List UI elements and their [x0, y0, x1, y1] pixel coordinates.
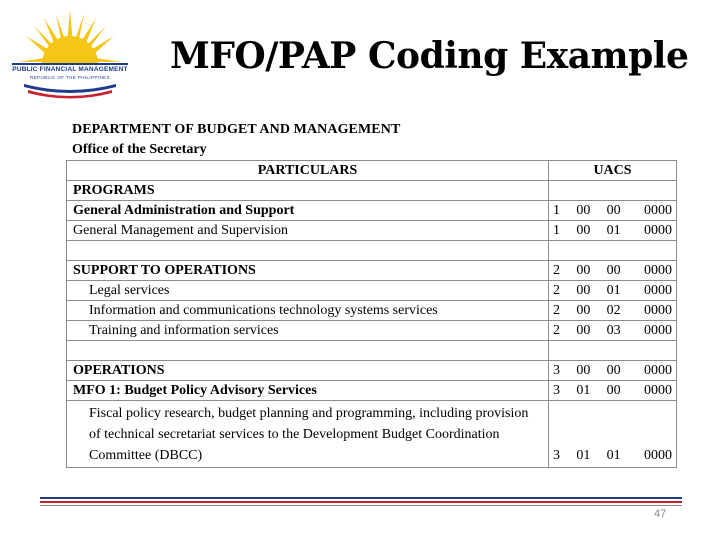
table-row: [67, 201, 677, 221]
uacs-segment: 0000: [643, 448, 672, 463]
uacs-segment: 00: [576, 303, 591, 318]
uacs-segment: 2: [553, 283, 560, 298]
uacs-segment: 00: [576, 203, 591, 218]
page-number: 47: [654, 508, 667, 520]
uacs-segment: 00: [606, 383, 621, 398]
footer-gray-rule: [40, 505, 682, 506]
uacs-segment: 01: [606, 223, 621, 238]
uacs-segment: 02: [606, 303, 621, 318]
particulars-cell: General Management and Supervision: [67, 221, 549, 241]
footer-blue-rule: [40, 497, 682, 499]
uacs-header: UACS: [549, 161, 677, 181]
uacs-cell: [549, 341, 677, 361]
uacs-cell: [549, 401, 677, 468]
uacs-segment: 00: [576, 283, 591, 298]
table-row: [67, 181, 677, 201]
uacs-segment: 0000: [643, 283, 672, 298]
table-row: [67, 241, 677, 261]
uacs-segment: 3: [553, 383, 560, 398]
uacs-segment: 2: [553, 263, 560, 278]
department-heading: DEPARTMENT OF BUDGET AND MANAGEMENT: [72, 122, 401, 137]
particulars-cell: Information and communications technology systems services: [67, 301, 549, 321]
document-excerpt: [66, 120, 676, 468]
sun-emblem-icon: [4, 4, 136, 102]
uacs-cell: [549, 321, 677, 341]
uacs-segment: 01: [606, 283, 621, 298]
uacs-segment: 00: [606, 203, 621, 218]
uacs-segment: 00: [606, 363, 621, 378]
particulars-cell: Fiscal policy research, budget planning and programming, including provision of technical secretariat services to the Development Budget Coordination Committee (DBCC): [67, 401, 549, 468]
table-row: [67, 261, 677, 281]
table-row: [67, 301, 677, 321]
uacs-segment: 2: [553, 303, 560, 318]
table-row: [67, 321, 677, 341]
uacs-segment: 0000: [643, 383, 672, 398]
table-row: [67, 361, 677, 381]
uacs-segment: 3: [553, 363, 560, 378]
logo-subtitle: REPUBLIC OF THE PHILIPPINES: [30, 75, 110, 80]
table-row: [67, 401, 677, 468]
office-heading: Office of the Secretary: [72, 142, 207, 157]
table-header-row: [67, 161, 677, 181]
table-row: [67, 381, 677, 401]
uacs-segment: 03: [606, 323, 621, 338]
particulars-cell: SUPPORT TO OPERATIONS: [67, 261, 549, 281]
particulars-cell: PROGRAMS: [67, 181, 549, 201]
uacs-cell: [549, 361, 677, 381]
particulars-cell: [67, 341, 549, 361]
uacs-segment: 1: [553, 203, 560, 218]
uacs-cell: [549, 301, 677, 321]
uacs-segment: 00: [576, 363, 591, 378]
particulars-cell: [67, 241, 549, 261]
particulars-cell: OPERATIONS: [67, 361, 549, 381]
uacs-segment: 01: [576, 383, 591, 398]
pfm-logo: [4, 4, 136, 102]
uacs-segment: 3: [553, 448, 560, 463]
uacs-cell: [549, 241, 677, 261]
uacs-segment: 0000: [643, 203, 672, 218]
uacs-segment: 0000: [643, 323, 672, 338]
uacs-segment: 0000: [643, 263, 672, 278]
uacs-cell: [549, 201, 677, 221]
uacs-segment: 0000: [643, 303, 672, 318]
uacs-cell: [549, 261, 677, 281]
uacs-cell: [549, 281, 677, 301]
table-row: [67, 221, 677, 241]
uacs-cell: [549, 381, 677, 401]
slide-title: MFO/PAP Coding Example: [170, 35, 689, 77]
particulars-cell: MFO 1: Budget Policy Advisory Services: [67, 381, 549, 401]
particulars-cell: Legal services: [67, 281, 549, 301]
uacs-segment: 00: [576, 223, 591, 238]
sun-disc: [42, 36, 98, 64]
uacs-segment: 01: [576, 448, 591, 463]
uacs-cell: [549, 221, 677, 241]
uacs-segment: 00: [606, 263, 621, 278]
blue-swoosh: [24, 84, 116, 93]
uacs-cell: [549, 181, 677, 201]
coding-table: [66, 160, 677, 468]
particulars-cell: General Administration and Support: [67, 201, 549, 221]
logo-title: PUBLIC FINANCIAL MANAGEMENT: [12, 66, 128, 73]
uacs-segment: 00: [576, 263, 591, 278]
uacs-segment: 01: [606, 448, 621, 463]
uacs-segment: 1: [553, 223, 560, 238]
particulars-header: PARTICULARS: [67, 161, 549, 181]
uacs-segment: 00: [576, 323, 591, 338]
table-row: [67, 341, 677, 361]
uacs-segment: 0000: [643, 223, 672, 238]
table-row: [67, 281, 677, 301]
particulars-cell: Training and information services: [67, 321, 549, 341]
uacs-segment: 0000: [643, 363, 672, 378]
footer-red-rule: [40, 501, 682, 503]
uacs-segment: 2: [553, 323, 560, 338]
